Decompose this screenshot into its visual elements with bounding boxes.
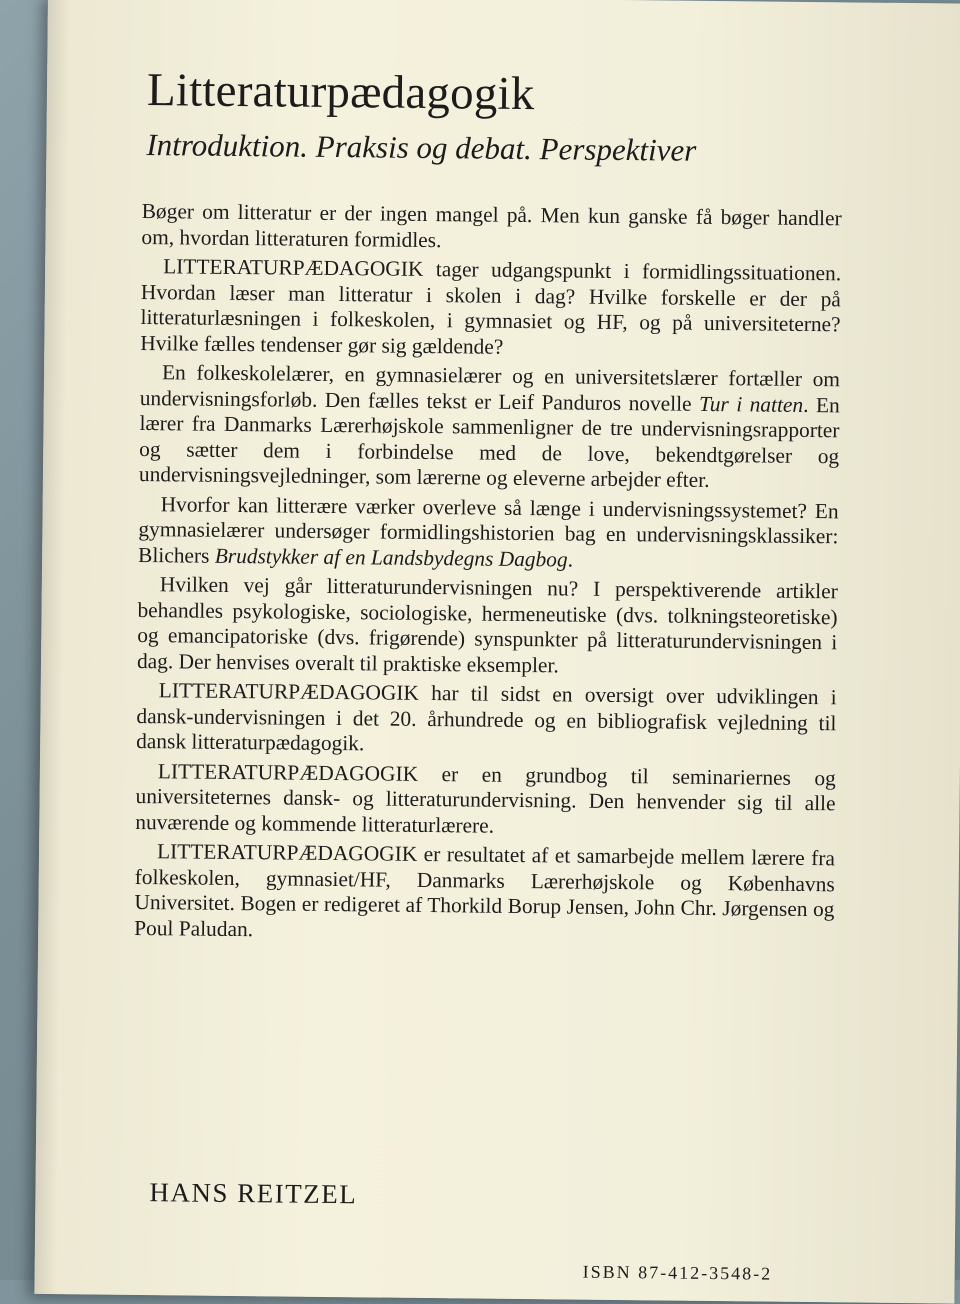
blurb-paragraph-2: LITTERATURPÆDAGOGIK tager udgangspunkt i formidlingssituationen. Hvordan læser man litteratur i skolen i dag? Hvilke forskelle er der på litteraturlæsningen i folkeskolen, i gymnasiet og HF, og på universiteterne? Hvilke fælles tendenser gør sig gældende? bbox=[140, 254, 842, 359]
cover-text-block bbox=[134, 63, 843, 952]
blurb-paragraph-4 bbox=[138, 491, 839, 575]
book-subtitle: Introduktion. Praksis og debat. Perspektiver bbox=[146, 127, 697, 168]
book-title: Litteraturpædagogik bbox=[146, 64, 535, 121]
blurb-paragraph-1: Bøger om litteratur er der ingen mangel på. Men kun ganske få bøger handler om, hvordan litteraturen formidles. bbox=[141, 198, 842, 252]
book-back-cover bbox=[34, 0, 960, 1304]
blurb-paragraph-4-part-2: . bbox=[567, 546, 574, 572]
blurb-paragraph-4-part-1: Hvorfor kan litterære værker overleve så længe i undervisningssystemet? En gymnasielærer undersøger formidlingshistorien bag en undervisningsklassiker: Blichers bbox=[138, 491, 839, 568]
blurb-paragraph-3-part-2: . En lærer fra Danmarks Lærerhøjskole sammenligner de tre undervisningsrapporter og sætter dem i forbindelse med de love, bekendtgørelser og undervisningsvejledninger, som lærerne og eleverne arbejder efter. bbox=[138, 392, 840, 492]
blurb-paragraph-8: LITTERATURPÆDAGOGIK er resultatet af et samarbejde mellem lærere fra folkeskolen, gymnasiet/HF, Danmarks Lærerhøjskole og Københavns Universitet. Bogen er redigeret af Thorkild Borup Jensen, John Chr. Jørgensen og Poul Paludan. bbox=[134, 839, 836, 941]
blurb-paragraph-7: LITTERATURPÆDAGOGIK er en grundbog til seminariernes og universiteternes dansk- og litteraturundervisning. Den henvender sig til alle nuværende og kommende litteraturlærere. bbox=[135, 758, 836, 838]
publisher-name: HANS REITZEL bbox=[149, 1177, 358, 1210]
blurb-paragraph-5: Hvilken vej går litteraturundervisningen nu? I perspektiverende artikler behandles psykologiske, sociologiske, hermeneutiske (dvs. tolkningsteoretiske) og emancipatoriske (dvs. frigørende) synspunkter på litteraturundervisningen i dag. Der henvises overalt til praktiske eksempler. bbox=[136, 572, 838, 677]
novel-title-tur-i-natten: Tur i natten bbox=[698, 391, 804, 417]
blurb-paragraph-6: LITTERATURPÆDAGOGIK har til sidst en oversigt over udviklingen i dansk-undervisningen i det 20. århundrede og en bibliografisk vejledning til dansk litteraturpædagogik. bbox=[136, 678, 837, 756]
blurb-paragraph-3-part-1: En folkeskolelærer, en gymnasielærer og en universitetslærer fortæller om undervisningsforløb. Den fælles tekst er Leif Panduros novelle bbox=[139, 360, 841, 416]
blurb bbox=[134, 199, 842, 948]
blurb-paragraph-3 bbox=[139, 360, 840, 495]
work-title-brudstykker: Brudstykker af en Landsbydegns Dagbog bbox=[214, 543, 568, 571]
isbn-number: ISBN 87-412-3548-2 bbox=[582, 1261, 773, 1284]
